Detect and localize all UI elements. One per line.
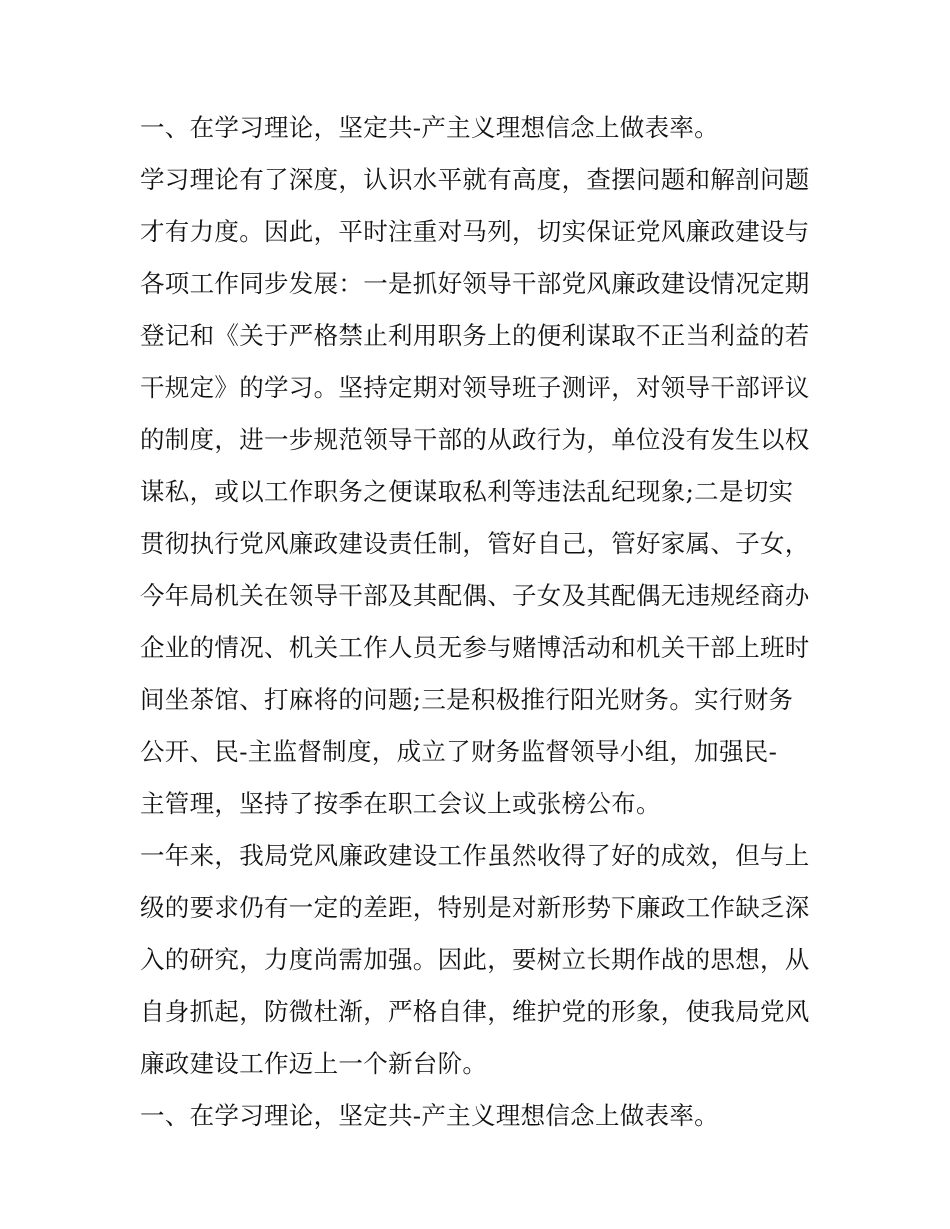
text-line: 贯彻执行党风廉政建设责任制，管好自己，管好家属、子女，	[140, 529, 810, 558]
text-line: 登记和《关于严格禁止利用职务上的便利谋取不正当利益的若	[140, 321, 810, 350]
text-line: 主管理，坚持了按季在职工会议上或张榜公布。	[140, 789, 661, 818]
text-line: 公开、民-主监督制度，成立了财务监督领导小组，加强民-	[140, 737, 778, 766]
text-line: 今年局机关在领导干部及其配偶、子女及其配偶无违规经商办	[140, 581, 810, 610]
text-line: 谋私，或以工作职务之便谋取私利等违法乱纪现象;二是切实	[140, 477, 794, 506]
text-line: 企业的情况、机关工作人员无参与赌博活动和机关干部上班时	[140, 633, 810, 662]
text-line: 自身抓起，防微杜渐，严格自律，维护党的形象，使我局党风	[140, 997, 810, 1026]
text-line: 廉政建设工作迈上一个新台阶。	[140, 1049, 488, 1078]
text-line: 才有力度。因此，平时注重对马列，切实保证党风廉政建设与	[140, 217, 810, 246]
text-line: 一年来，我局党风廉政建设工作虽然收得了好的成效，但与上	[140, 841, 810, 870]
text-line: 间坐茶馆、打麻将的问题;三是积极推行阳光财务。实行财务	[140, 685, 794, 714]
text-line: 一、在学习理论，坚定共-产主义理想信念上做表率。	[140, 1101, 719, 1130]
text-line: 学习理论有了深度，认识水平就有高度，查摆问题和解剖问题	[140, 165, 810, 194]
text-line: 各项工作同步发展：一是抓好领导干部党风廉政建设情况定期	[140, 269, 810, 298]
text-line: 干规定》的学习。坚持定期对领导班子测评，对领导干部评议	[140, 373, 810, 402]
text-line: 的制度，进一步规范领导干部的从政行为，单位没有发生以权	[140, 425, 810, 454]
text-line: 级的要求仍有一定的差距，特别是对新形势下廉政工作缺乏深	[140, 893, 810, 922]
text-line: 入的研究，力度尚需加强。因此，要树立长期作战的思想，从	[140, 945, 810, 974]
text-line: 一、在学习理论，坚定共-产主义理想信念上做表率。	[140, 113, 719, 142]
